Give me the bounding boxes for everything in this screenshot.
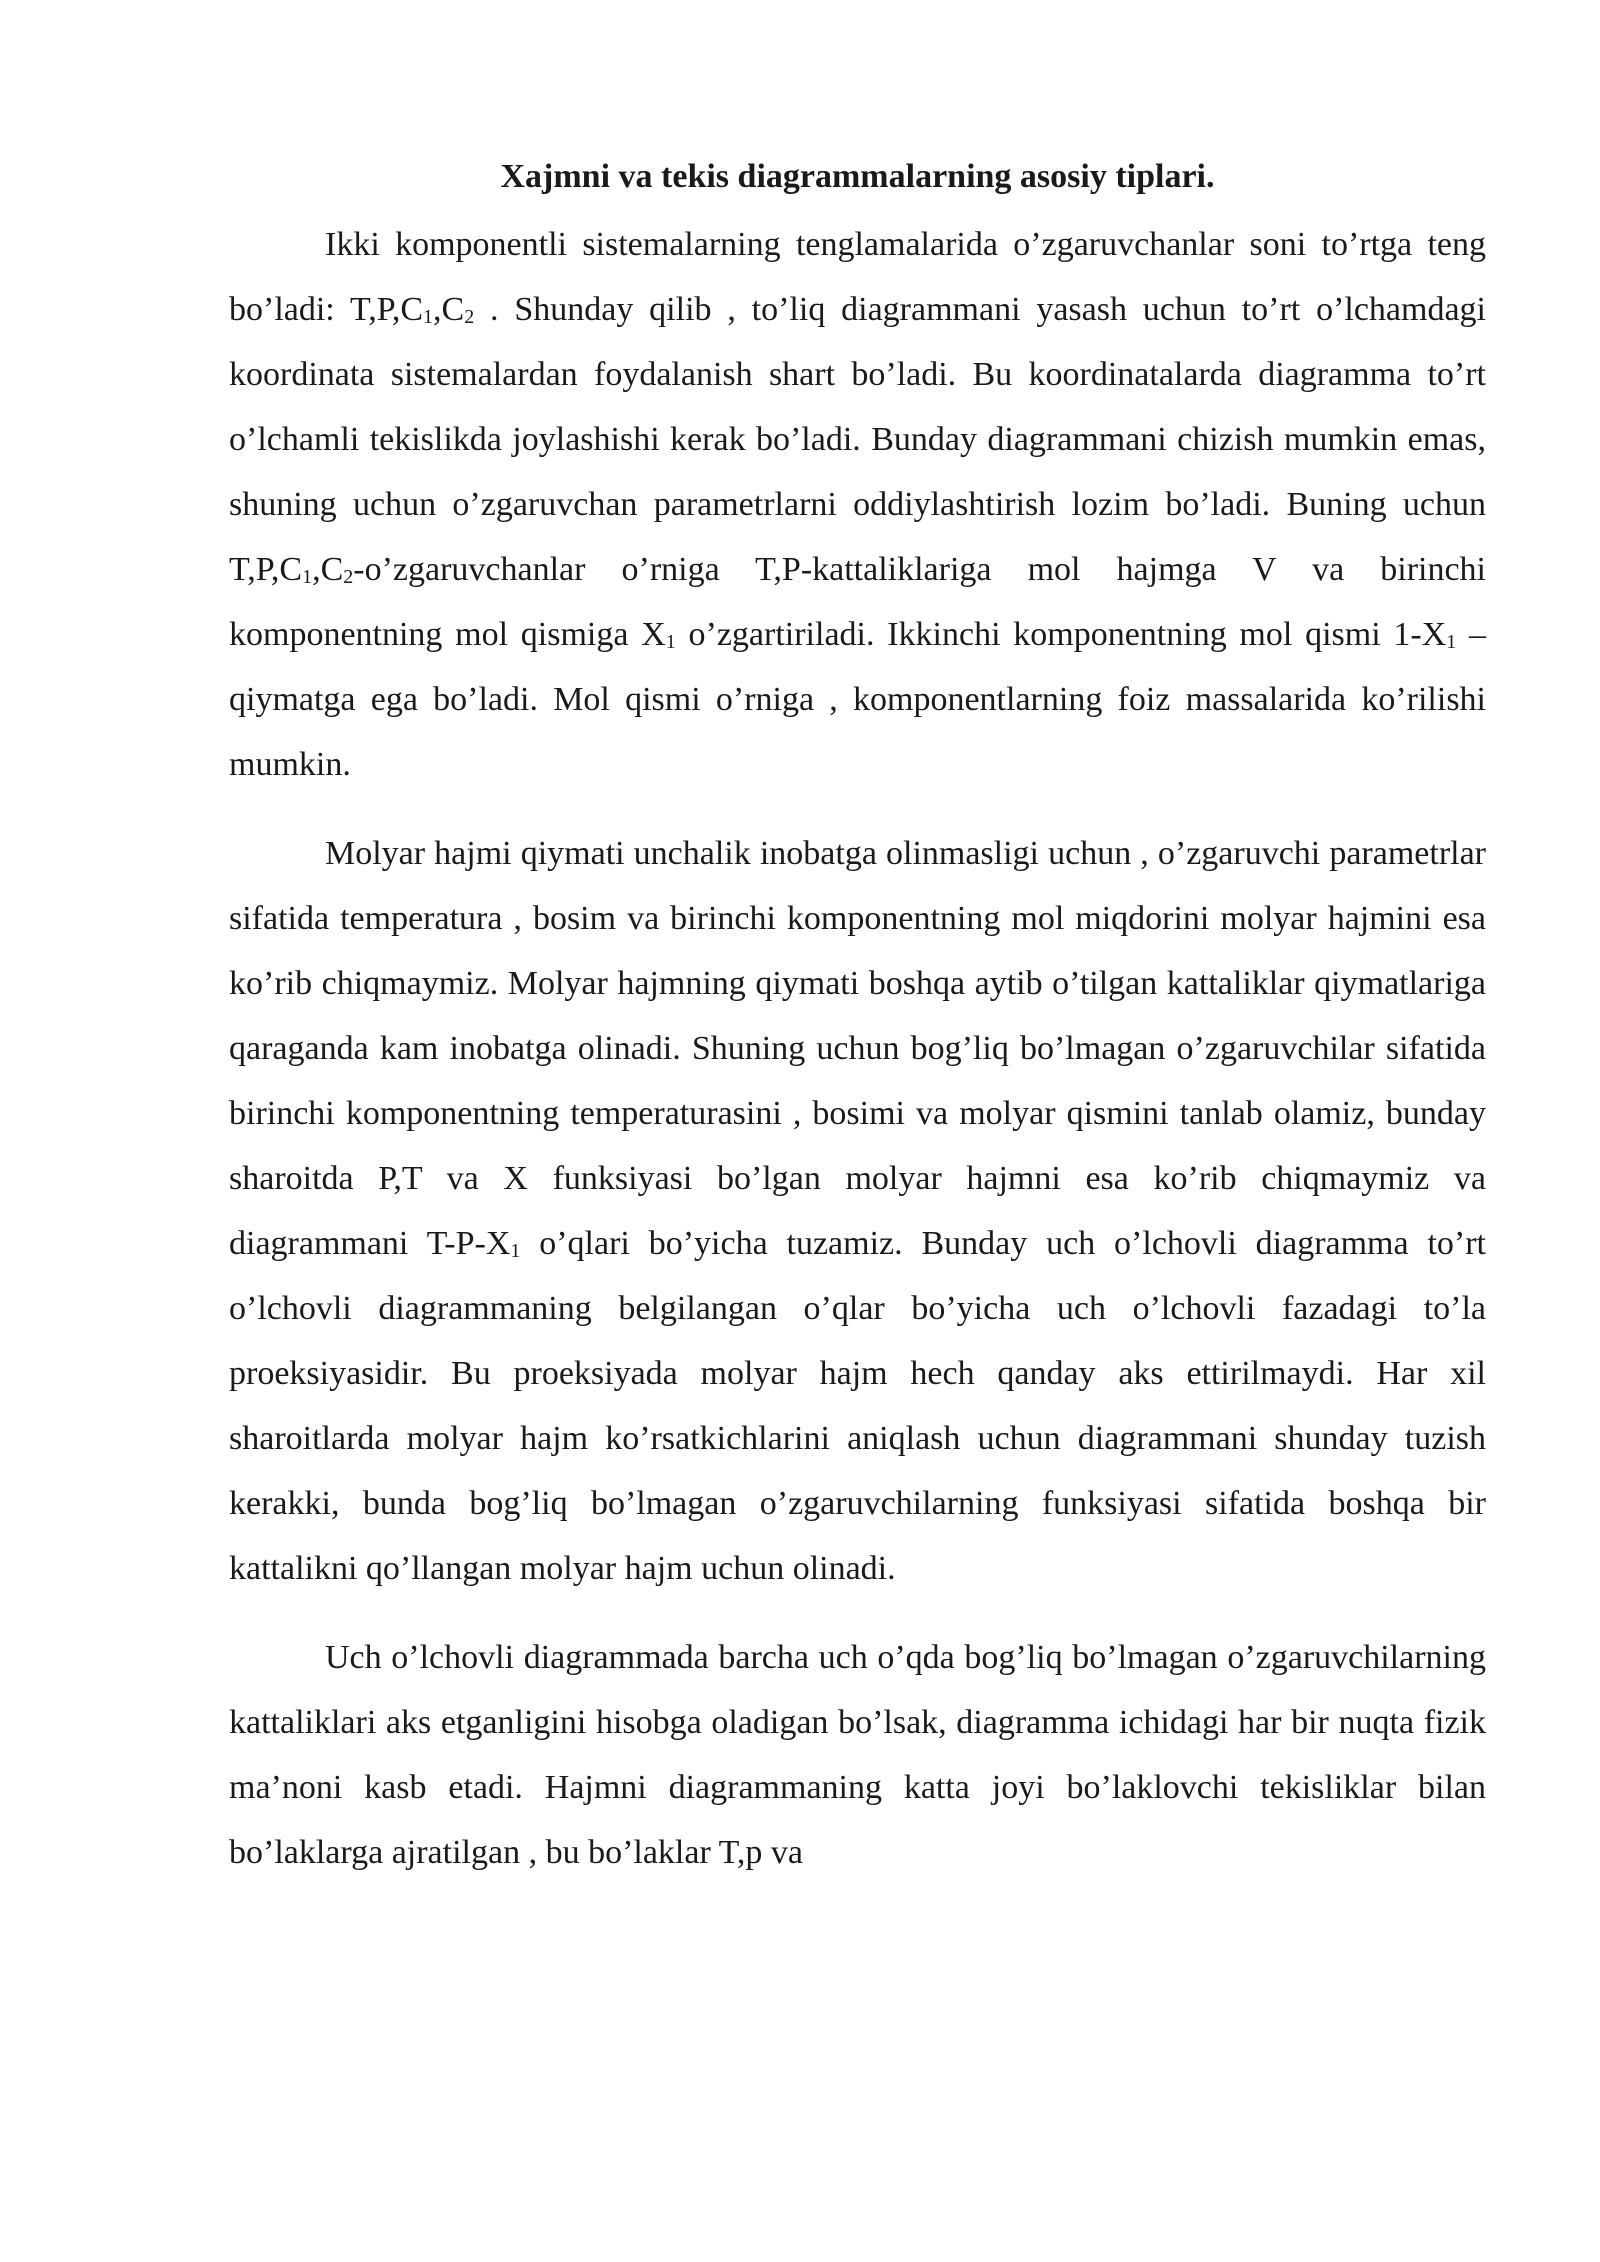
text-run: o’zgartiriladi. Ikkinchi komponentning mol qismi 1-X	[675, 616, 1447, 653]
body-paragraph	[229, 1625, 1486, 1885]
text-run: Uch o’lchovli diagrammada barcha uch o’qda bog’liq bo’lmagan o’zgaruvchilarning kattaliklari aks etganligini hisobga oladigan bo’lsak, diagramma ichidagi har bir nuqta fizik ma’noni kasb etadi. Hajmni diagrammaning katta joyi bo’laklovchi tekisliklar bilan bo’laklarga ajratilgan , bu bo’laklar T,p va	[229, 1639, 1486, 1871]
body-paragraph	[229, 821, 1486, 1601]
subscript: 1	[302, 566, 313, 588]
text-run: ,C	[312, 551, 344, 588]
body-paragraph	[229, 212, 1486, 797]
subscript: 1	[665, 631, 676, 653]
text-run: Ikki komponentli sistemalarning tenglamalarida o’zgaruvchanlar soni to’rtga teng bo’ladi: T,P,C	[229, 226, 1486, 328]
text-run: –qiymatga ega bo’ladi. Mol qismi o’rniga , komponentlarning foiz massalarida ko’rilishi mumkin.	[229, 616, 1487, 783]
document-page	[229, 148, 1486, 1885]
text-run: o’qlari bo’yicha tuzamiz. Bunday uch o’lchovli diagramma to’rt o’lchovli diagrammaning belgilangan o’qlar bo’yicha uch o’lchovli fazadagi to’la proeksiyasidir. Bu proeksiyada molyar hajm hech qanday aks ettirilmaydi. Har xil sharoitlarda molyar hajm ko’rsatkichlarini aniqlash uchun diagrammani shunday tuzish kerakki, bunda bog’liq bo’lmagan o’zgaruvchilarning funksiyasi sifatida boshqa bir kattalikni qo’llangan molyar hajm uchun olinadi.	[229, 1225, 1486, 1587]
subscript: 1	[1446, 631, 1457, 653]
subscript: 2	[343, 566, 354, 588]
document-body	[229, 212, 1486, 1885]
subscript: 2	[464, 306, 475, 328]
text-run: -o’zgaruvchanlar o’rniga T,P-kattaliklariga mol hajmga V va birinchi komponentning mol qismiga X	[229, 551, 1486, 653]
subscript: 1	[423, 306, 434, 328]
text-run: Molyar hajmi qiymati unchalik inobatga olinmasligi uchun , o’zgaruvchi parametrlar sifatida temperatura , bosim va birinchi komponentning mol miqdorini molyar hajmini esa ko’rib chiqmaymiz. Molyar hajmning qiymati boshqa aytib o’tilgan kattaliklar qiymatlariga qaraganda kam inobatga olinadi. Shuning uchun bog’liq bo’lmagan o’zgaruvchilar sifatida birinchi komponentning temperaturasini , bosimi va molyar qismini tanlab olamiz, bunday sharoitda P,T va X funksiyasi bo’lgan molyar hajmni esa ko’rib chiqmaymiz va diagrammani T-P-X	[229, 835, 1486, 1262]
subscript: 1	[510, 1240, 521, 1262]
document-title: Xajmni va tekis diagrammalarning asosiy tiplari.	[500, 158, 1215, 195]
text-run: . Shunday qilib , to’liq diagrammani yasash uchun to’rt o’lchamdagi koordinata sistemalardan foydalanish shart bo’ladi. Bu koordinatalarda diagramma to’rt o’lchamli tekislikda joylashishi kerak bo’ladi. Bunday diagrammani chizish mumkin emas, shuning uchun o’zgaruvchan parametrlarni oddiylashtirish lozim bo’ladi. Buning uchun T,P,C	[229, 291, 1487, 588]
text-run: ,C	[433, 291, 465, 328]
